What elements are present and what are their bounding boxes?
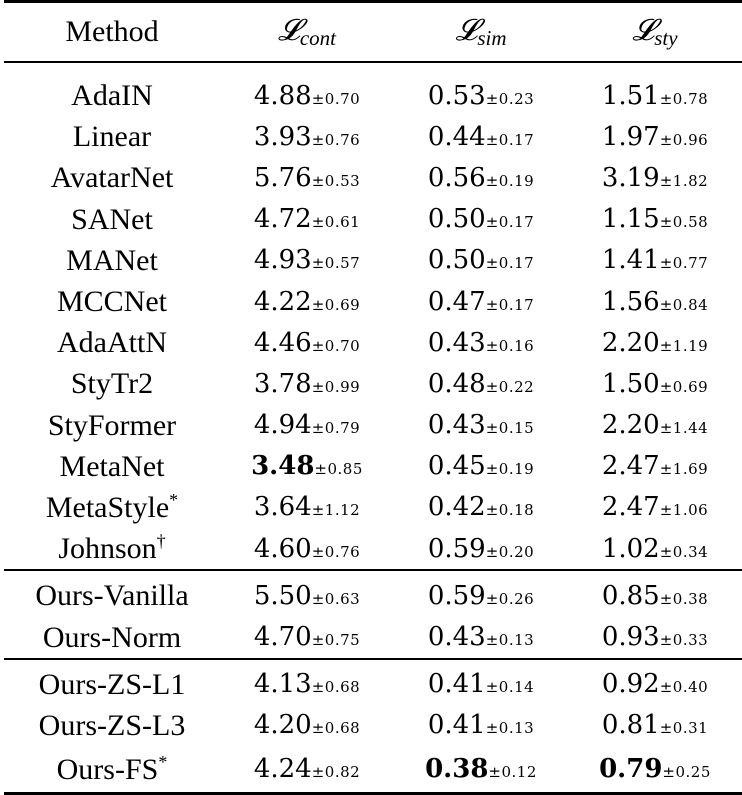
method-name: MetaNet: [59, 449, 165, 483]
cont-cell: [220, 157, 394, 198]
sty-cell: [568, 705, 742, 746]
cont-mean: 4.24: [253, 754, 312, 784]
cont-mean: 4.60: [253, 533, 312, 564]
cont-std: ±0.53: [311, 171, 361, 190]
table-row: [4, 528, 742, 570]
sim-std: ±0.14: [485, 678, 535, 697]
sty-mean: 1.50: [601, 368, 660, 399]
cont-cell: [220, 62, 394, 116]
method-cell: [4, 157, 220, 198]
method-name: MCCNet: [56, 285, 167, 319]
cont-mean: 3.64: [253, 492, 312, 523]
cont-cell: [220, 570, 394, 616]
cont-cell: [220, 528, 394, 570]
sim-cell: [394, 157, 568, 198]
sty-cell: [568, 363, 742, 404]
sty-std: ±0.40: [659, 678, 709, 697]
sty-cell: [568, 746, 742, 794]
cont-cell: [220, 705, 394, 746]
sim-mean: 0.41: [427, 669, 486, 700]
table-row: [4, 281, 742, 322]
method-cell: [4, 446, 220, 487]
sty-cell: [568, 322, 742, 363]
sim-cell: [394, 62, 568, 116]
table-row: [4, 199, 742, 240]
cont-mean: 5.50: [253, 580, 312, 611]
method-cell: [4, 659, 220, 705]
method-name: MANet: [66, 243, 158, 277]
sty-mean: 2.47: [601, 492, 660, 523]
sty-std: ±0.78: [659, 89, 709, 108]
table-row: [4, 446, 742, 487]
method-name: AdaIN: [71, 79, 153, 113]
sim-mean: 0.43: [427, 622, 486, 653]
header-l-sim: [394, 2, 568, 63]
cont-cell: [220, 116, 394, 157]
sty-mean: 0.79: [599, 754, 663, 784]
method-cell: [4, 322, 220, 363]
loss-symbol: 𝓛: [632, 13, 655, 48]
cont-cell: [220, 616, 394, 658]
header-method: Method: [4, 2, 220, 63]
sty-cell: [568, 199, 742, 240]
sty-std: ±1.06: [659, 501, 709, 520]
sim-std: ±0.22: [485, 377, 535, 396]
sim-cell: [394, 570, 568, 616]
sim-cell: [394, 659, 568, 705]
cont-std: ±1.12: [311, 501, 361, 520]
sim-cell: [394, 616, 568, 658]
table-row: [4, 322, 742, 363]
cont-std: ±0.69: [311, 295, 361, 314]
sty-cell: [568, 116, 742, 157]
method-cell: [4, 281, 220, 322]
cont-cell: [220, 240, 394, 281]
sim-mean: 0.47: [427, 286, 486, 317]
sty-cell: [568, 487, 742, 528]
method-cell: [4, 616, 220, 658]
sim-mean: 0.53: [427, 80, 486, 111]
cont-cell: [220, 281, 394, 322]
method-cell: [4, 487, 220, 528]
method-name: Ours-ZS-L3: [38, 708, 186, 742]
sim-std: ±0.19: [485, 171, 535, 190]
sty-std: ±1.69: [659, 460, 709, 479]
cont-std: ±0.63: [311, 589, 361, 608]
sty-mean: 1.02: [601, 533, 660, 564]
sty-std: ±0.33: [659, 631, 709, 650]
loss-subscript: sty: [654, 26, 678, 50]
cont-cell: [220, 199, 394, 240]
sim-mean: 0.50: [427, 204, 486, 235]
header-l-sty: [568, 2, 742, 63]
sim-cell: [394, 528, 568, 570]
sty-mean: 2.20: [601, 327, 660, 358]
sim-std: ±0.16: [485, 336, 535, 355]
cont-mean: 3.48: [251, 451, 315, 482]
cont-mean: 3.78: [253, 368, 312, 399]
cont-mean: 4.46: [253, 327, 312, 358]
table-row: [4, 405, 742, 446]
cont-mean: 4.70: [253, 622, 312, 653]
cont-std: ±0.70: [311, 89, 361, 108]
cont-std: ±0.76: [311, 130, 361, 149]
sim-cell: [394, 705, 568, 746]
sim-cell: [394, 363, 568, 404]
cont-cell: [220, 487, 394, 528]
cont-std: ±0.85: [314, 460, 363, 479]
sim-mean: 0.38: [425, 754, 489, 784]
method-name: Ours-Vanilla: [35, 579, 189, 613]
method-cell: [4, 705, 220, 746]
sty-std: ±1.19: [659, 336, 709, 355]
sim-std: ±0.20: [485, 542, 535, 561]
sim-cell: [394, 487, 568, 528]
sim-mean: 0.44: [427, 121, 486, 152]
cont-std: ±0.68: [311, 678, 361, 697]
sim-mean: 0.43: [427, 410, 486, 441]
table-row: [4, 746, 742, 794]
sim-cell: [394, 322, 568, 363]
cont-mean: 4.93: [253, 245, 312, 276]
method-mark: †: [156, 531, 166, 552]
sim-std: ±0.18: [485, 501, 535, 520]
method-name: MetaStyle: [45, 490, 170, 524]
method-mark: *: [158, 751, 168, 772]
table-row: [4, 363, 742, 404]
cont-cell: [220, 322, 394, 363]
sim-cell: [394, 281, 568, 322]
sim-std: ±0.13: [485, 719, 535, 738]
sty-std: ±0.38: [659, 589, 709, 608]
sty-std: ±0.34: [659, 542, 709, 561]
cont-std: ±0.79: [311, 419, 361, 438]
sty-mean: 1.51: [601, 80, 660, 111]
cont-std: ±0.76: [311, 542, 361, 561]
table-row: [4, 659, 742, 705]
method-cell: [4, 240, 220, 281]
table-body: [4, 62, 742, 794]
sim-mean: 0.43: [427, 327, 486, 358]
sty-mean: 0.93: [601, 622, 660, 653]
cont-std: ±0.70: [311, 336, 361, 355]
sty-cell: [568, 62, 742, 116]
cont-cell: [220, 446, 394, 487]
sty-cell: [568, 528, 742, 570]
sim-std: ±0.12: [488, 763, 537, 781]
cont-cell: [220, 746, 394, 794]
sty-std: ±0.84: [659, 295, 709, 314]
sim-cell: [394, 405, 568, 446]
sim-std: ±0.23: [485, 89, 535, 108]
method-cell: [4, 62, 220, 116]
sty-std: ±0.77: [659, 254, 709, 273]
method-name: StyFormer: [47, 408, 177, 442]
cont-cell: [220, 405, 394, 446]
sty-cell: [568, 446, 742, 487]
cont-std: ±0.61: [311, 213, 361, 232]
method-name: SANet: [71, 202, 153, 236]
sty-std: ±1.82: [659, 171, 709, 190]
sty-std: ±0.25: [662, 763, 711, 781]
sty-cell: [568, 281, 742, 322]
cont-std: ±0.75: [311, 631, 361, 650]
sty-cell: [568, 616, 742, 658]
sim-cell: [394, 116, 568, 157]
sty-std: ±1.44: [659, 419, 709, 438]
loss-subscript: sim: [477, 26, 507, 50]
cont-mean: 4.13: [253, 669, 312, 700]
cont-mean: 4.22: [253, 286, 312, 317]
sty-mean: 0.85: [601, 580, 660, 611]
sty-cell: [568, 240, 742, 281]
sty-std: ±0.58: [659, 213, 709, 232]
sty-mean: 1.15: [601, 204, 660, 235]
sty-mean: 3.19: [601, 162, 660, 193]
table-row: [4, 487, 742, 528]
sty-mean: 1.41: [601, 245, 660, 276]
method-cell: [4, 199, 220, 240]
table-row: [4, 157, 742, 198]
sty-cell: [568, 570, 742, 616]
cont-mean: 5.76: [253, 162, 312, 193]
table-row: [4, 240, 742, 281]
sty-std: ±0.69: [659, 377, 709, 396]
table-row: [4, 116, 742, 157]
sim-cell: [394, 240, 568, 281]
table-row: [4, 570, 742, 616]
method-name: Linear: [72, 120, 152, 154]
method-name: Johnson: [58, 532, 157, 566]
sty-cell: [568, 157, 742, 198]
method-name: Ours-FS: [56, 752, 159, 786]
loss-symbol: 𝓛: [455, 13, 478, 48]
sim-mean: 0.59: [427, 533, 486, 564]
method-mark: *: [169, 489, 179, 510]
method-cell: [4, 570, 220, 616]
table-row: [4, 705, 742, 746]
method-cell: [4, 363, 220, 404]
sim-cell: [394, 446, 568, 487]
cont-mean: 4.20: [253, 710, 312, 741]
sim-std: ±0.17: [485, 254, 535, 273]
cont-mean: 4.88: [253, 80, 312, 111]
sim-std: ±0.17: [485, 295, 535, 314]
cont-std: ±0.57: [311, 254, 361, 273]
table-row: [4, 62, 742, 116]
sim-mean: 0.50: [427, 245, 486, 276]
sim-mean: 0.48: [427, 368, 486, 399]
sty-mean: 0.81: [601, 710, 660, 741]
sim-mean: 0.42: [427, 492, 486, 523]
sim-std: ±0.13: [485, 631, 535, 650]
sty-std: ±0.31: [659, 719, 709, 738]
sim-cell: [394, 746, 568, 794]
sty-mean: 2.20: [601, 410, 660, 441]
results-table: [4, 0, 742, 795]
sim-std: ±0.26: [485, 589, 535, 608]
sty-mean: 1.97: [601, 121, 660, 152]
method-cell: [4, 746, 220, 794]
cont-mean: 3.93: [253, 121, 312, 152]
method-cell: [4, 405, 220, 446]
cont-mean: 4.72: [253, 204, 312, 235]
method-name: Ours-ZS-L1: [38, 667, 186, 701]
sty-cell: [568, 405, 742, 446]
sty-std: ±0.96: [659, 130, 709, 149]
cont-cell: [220, 659, 394, 705]
sim-std: ±0.15: [485, 419, 535, 438]
method-cell: [4, 528, 220, 570]
cont-cell: [220, 363, 394, 404]
cont-std: ±0.99: [311, 377, 361, 396]
cont-mean: 4.94: [253, 410, 312, 441]
method-name: StyTr2: [70, 367, 154, 401]
sim-mean: 0.45: [427, 451, 486, 482]
cont-std: ±0.68: [311, 719, 361, 738]
loss-symbol: 𝓛: [278, 13, 300, 48]
sim-std: ±0.17: [485, 130, 535, 149]
header-row: [4, 2, 742, 63]
sim-cell: [394, 199, 568, 240]
sty-mean: 0.92: [601, 669, 660, 700]
sim-mean: 0.56: [427, 162, 486, 193]
cont-std: ±0.82: [311, 763, 361, 781]
table-row: [4, 616, 742, 658]
header-l-cont: [220, 2, 394, 63]
method-cell: [4, 116, 220, 157]
sim-mean: 0.41: [427, 710, 486, 741]
sim-mean: 0.59: [427, 580, 486, 611]
sty-mean: 1.56: [601, 286, 660, 317]
sty-cell: [568, 659, 742, 705]
method-name: Ours-Norm: [42, 620, 182, 654]
method-name: AvatarNet: [50, 161, 174, 195]
sim-std: ±0.19: [485, 460, 535, 479]
method-name: AdaAttN: [57, 326, 167, 360]
loss-subscript: cont: [299, 26, 336, 50]
sty-mean: 2.47: [601, 451, 660, 482]
sim-std: ±0.17: [485, 213, 535, 232]
